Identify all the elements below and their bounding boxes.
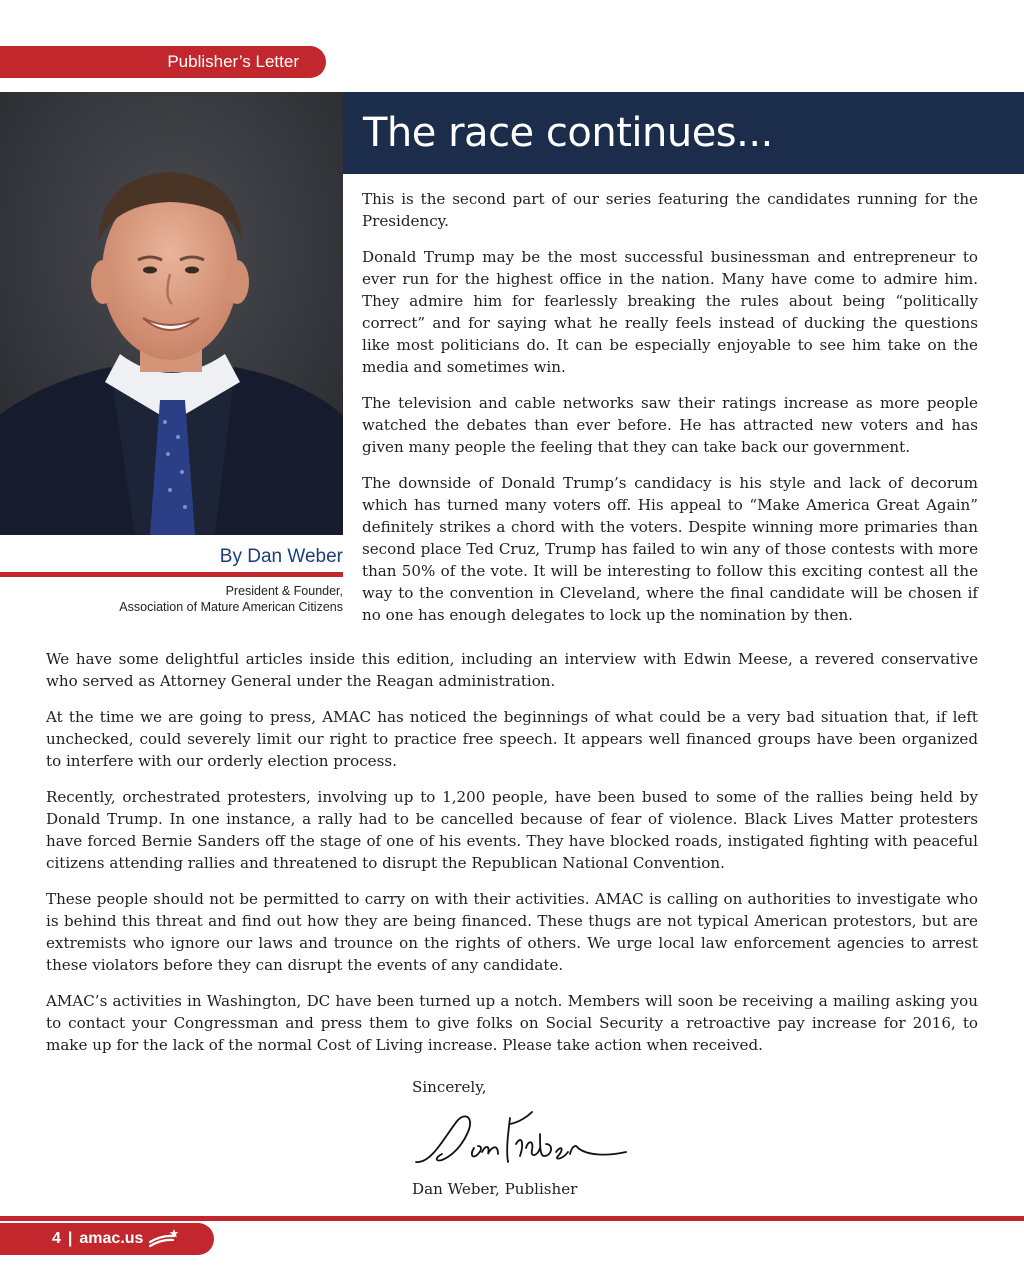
title-banner xyxy=(343,92,1024,174)
footer-divider xyxy=(0,1216,1024,1221)
article-title: The race continues... xyxy=(363,110,773,156)
letter-closing xyxy=(412,1076,712,1200)
body-paragraph: We have some delightful articles inside this edition, including an interview with Edwin Meese, a revered conservative who served as Attorney General under the Reagan administration. xyxy=(46,650,978,690)
footer-separator: | xyxy=(67,1230,73,1247)
author-organization: Association of Mature American Citizens xyxy=(119,600,343,614)
body-paragraph: Recently, orchestrated protesters, involving up to 1,200 people, have been bused to some of the rallies being held by Donald Trump. In one instance, a rally had to be cancelled because of fear of violence. Black Lives Matter protesters have forced Bernie Sanders off the stage of one of his events. They have blocked roads, instigated fighting with peaceful citizens attending rallies and threatened to disrupt the Republican National Convention. xyxy=(46,788,978,872)
body-paragraph: These people should not be permitted to carry on with their activities. AMAC is calling on authorities to investigate who is behind this threat and find out how they are being financed. These thugs are not typical American protestors, but are extremists who ignore our laws and trounce on the rights of others. We urge local law enforcement agencies to arrest these violators before they can disrupt the events of any candidate. xyxy=(46,890,978,974)
closing-salutation: Sincerely, xyxy=(412,1078,487,1096)
footer-tab xyxy=(0,1223,214,1255)
page-number: 4 xyxy=(52,1230,61,1247)
amac-logo-icon xyxy=(149,1229,179,1249)
lead-column xyxy=(362,188,978,640)
body-paragraph: At the time we are going to press, AMAC has noticed the beginnings of what could be a very bad situation that, if left unchecked, could severely limit our right to practice free speech. It appears well financed groups have been organized to interfere with our orderly election process. xyxy=(46,708,978,770)
section-label: Publisher’s Letter xyxy=(0,46,326,78)
signed-name: Dan Weber, Publisher xyxy=(412,1180,578,1198)
signature-image xyxy=(412,1104,632,1174)
author-photo xyxy=(0,92,343,535)
lead-paragraph: The downside of Donald Trump’s candidacy is his style and lack of decorum which has turned many voters off. His appeal to “Make America Great Again” definitely strikes a chord with the voters. Despite winning more primaries than second place Ted Cruz, Trump has failed to win any of those contests with more than 50% of the vote. It will be interesting to follow this exciting contest all the way to the convention in Cleveland, where the final candidate will be chosen if no one has enough delegates to lock up the nomination by then. xyxy=(362,474,978,624)
body-text xyxy=(46,648,978,1070)
lead-paragraph: Donald Trump may be the most successful businessman and entrepreneur to ever run for the highest office in the nation. Many have come to admire him. They admire him for fearlessly breaking the rules about being “politically correct” and for saying what he really feels instead of ducking the questions like most politicians do. It can be especially enjoyable to see him take on the media and sometimes win. xyxy=(362,248,978,376)
footer-site: amac.us xyxy=(79,1230,144,1247)
author-role-title: President & Founder, xyxy=(225,584,343,598)
lead-paragraph: The television and cable networks saw their ratings increase as more people watched the debates than ever before. He has attracted new voters and has given many people the feeling that they can take back our government. xyxy=(362,394,978,456)
author-role xyxy=(0,583,343,615)
byline-divider xyxy=(0,572,343,577)
lead-paragraph: This is the second part of our series featuring the candidates running for the Presidency. xyxy=(362,190,978,230)
byline: By Dan Weber xyxy=(219,546,343,567)
body-paragraph: AMAC’s activities in Washington, DC have been turned up a notch. Members will soon be receiving a mailing asking you to contact your Congressman and press them to give folks on Social Security a retroactive pay increase for 2016, to make up for the lack of the normal Cost of Living increase. Please take action when received. xyxy=(46,992,978,1054)
